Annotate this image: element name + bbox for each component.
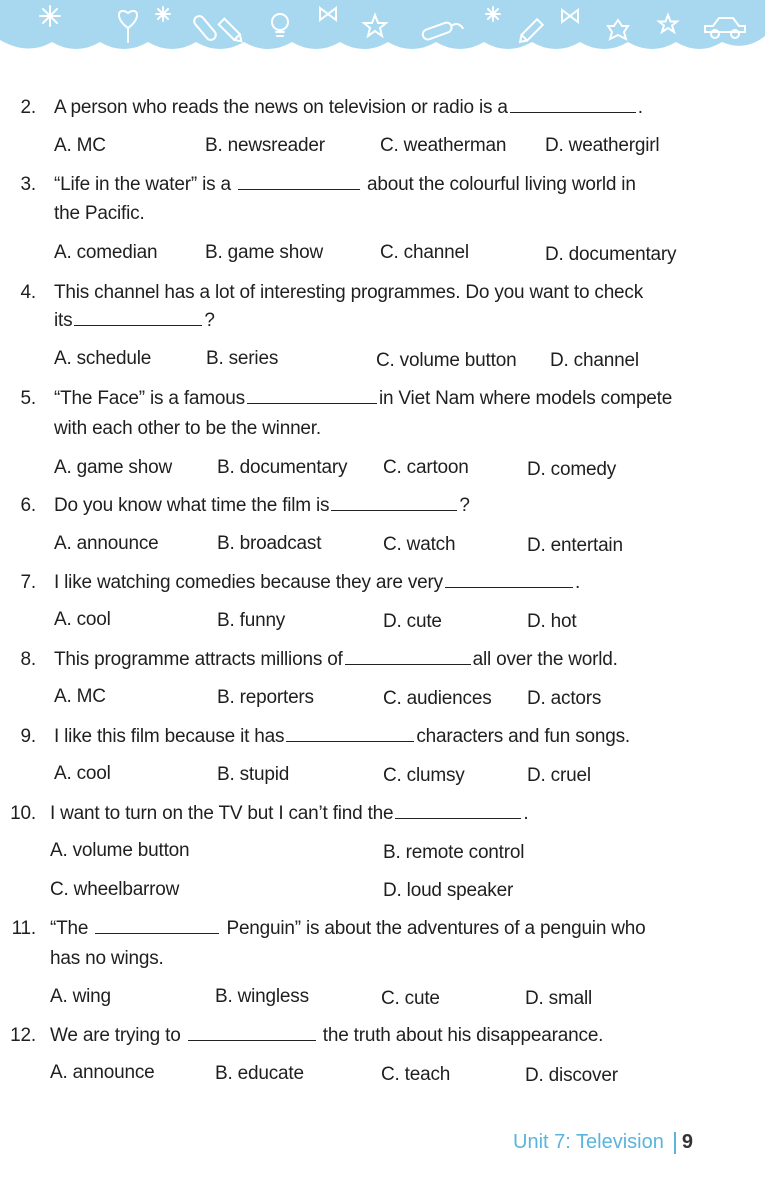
option: A. comedian xyxy=(54,242,158,263)
option: A. announce xyxy=(50,1062,155,1083)
answer-blank xyxy=(445,572,573,588)
question-text: I like this film because it has xyxy=(54,726,285,747)
question-text: A person who reads the news on television or radio is a xyxy=(54,97,508,118)
option: A. schedule xyxy=(54,348,152,369)
option: B. stupid xyxy=(217,764,290,785)
option: D. comedy xyxy=(527,459,617,480)
question-text: all over the world. xyxy=(472,649,618,670)
option: B. broadcast xyxy=(217,533,322,554)
answer-blank xyxy=(331,495,457,511)
question-number: 4. xyxy=(20,282,36,303)
answer-blank xyxy=(345,649,471,665)
option: A. wing xyxy=(50,986,111,1007)
question-text: “The Face” is a famous xyxy=(54,388,245,409)
question-text: characters and fun songs. xyxy=(416,726,630,747)
option: D. hot xyxy=(527,611,577,632)
option: A. announce xyxy=(54,533,159,554)
option: C. weatherman xyxy=(380,135,507,156)
question-text: “The xyxy=(50,918,89,939)
question-text: This programme attracts millions of xyxy=(54,649,343,670)
answer-blank xyxy=(238,174,360,190)
answer-blank xyxy=(188,1025,316,1041)
option: D. entertain xyxy=(527,535,623,556)
option: C. audiences xyxy=(383,688,492,709)
option: C. clumsy xyxy=(383,765,465,786)
option: D. documentary xyxy=(545,244,677,265)
answer-blank xyxy=(286,726,414,742)
option: B. game show xyxy=(205,242,323,263)
option: C. cute xyxy=(381,988,440,1009)
question-number: 5. xyxy=(20,388,36,409)
divider xyxy=(674,1132,676,1154)
option: C. wheelbarrow xyxy=(50,879,180,900)
question-number: 12. xyxy=(10,1025,36,1046)
question-number: 6. xyxy=(20,495,36,516)
question-number: 3. xyxy=(20,174,36,195)
option: A. cool xyxy=(54,763,111,784)
question-text: This channel has a lot of interesting programmes. Do you want to check xyxy=(54,282,644,303)
question-text: the truth about his disappearance. xyxy=(322,1025,604,1046)
option: D. weathergirl xyxy=(545,135,660,156)
option: B. newsreader xyxy=(205,135,325,156)
question-4-continuation xyxy=(54,309,215,333)
page-number: 9 xyxy=(681,1131,693,1153)
question-text: about the colourful living world in xyxy=(367,174,636,195)
question-text: I want to turn on the TV but I can’t find the xyxy=(50,803,394,824)
page-footer xyxy=(513,1131,693,1154)
option: A. game show xyxy=(54,457,172,478)
option: D. small xyxy=(525,988,593,1009)
unit-title: Unit 7: Television xyxy=(513,1131,664,1153)
answer-blank xyxy=(395,803,521,819)
question-text: ? xyxy=(204,310,215,331)
option: B. funny xyxy=(217,610,286,631)
option: D. channel xyxy=(550,350,639,371)
option: C. cartoon xyxy=(383,457,469,478)
answer-blank xyxy=(95,918,219,934)
question-text: . xyxy=(574,572,581,593)
option: C. teach xyxy=(381,1064,451,1085)
option: C. channel xyxy=(380,242,469,263)
question-3-continuation: the Pacific. xyxy=(54,203,145,224)
question-text: Penguin” is about the adventures of a penguin who xyxy=(226,918,646,939)
option: A. MC xyxy=(54,686,106,707)
question-text: . xyxy=(523,803,529,824)
option: B. educate xyxy=(215,1063,304,1084)
option: D. loud speaker xyxy=(383,880,514,901)
option: A. MC xyxy=(54,135,106,156)
question-text: in Viet Nam where models compete xyxy=(378,388,673,409)
option: B. series xyxy=(206,348,279,369)
option: D. actors xyxy=(527,688,602,709)
question-text: its xyxy=(54,310,73,331)
option: C. volume button xyxy=(376,350,517,371)
question-text: We are trying to xyxy=(50,1025,181,1046)
question-number: 9. xyxy=(20,726,36,747)
option: D. discover xyxy=(525,1065,618,1086)
question-number: 11. xyxy=(11,918,36,939)
option: C. watch xyxy=(383,534,456,555)
question-number: 7. xyxy=(20,572,36,593)
option: D. cute xyxy=(383,611,442,632)
option: B. remote control xyxy=(383,842,525,863)
question-number: 2. xyxy=(20,97,36,118)
question-text: . xyxy=(637,97,643,118)
option: A. cool xyxy=(54,609,111,630)
answer-blank xyxy=(74,310,202,326)
question-text: I like watching comedies because they are very xyxy=(54,572,443,593)
answer-blank xyxy=(510,97,636,113)
question-number: 8. xyxy=(20,649,36,670)
option: D. cruel xyxy=(527,765,591,786)
option: B. reporters xyxy=(217,687,314,708)
question-text: “Life in the water” is a xyxy=(54,174,231,195)
question-number: 10. xyxy=(10,803,36,824)
option: B. documentary xyxy=(217,457,348,478)
question-11-continuation: has no wings. xyxy=(50,948,164,969)
answer-blank xyxy=(247,388,377,404)
option: A. volume button xyxy=(50,840,190,861)
question-text: Do you know what time the film is xyxy=(54,495,330,516)
question-text: ? xyxy=(459,495,470,516)
question-5-continuation: with each other to be the winner. xyxy=(54,418,321,439)
option: B. wingless xyxy=(215,986,309,1007)
